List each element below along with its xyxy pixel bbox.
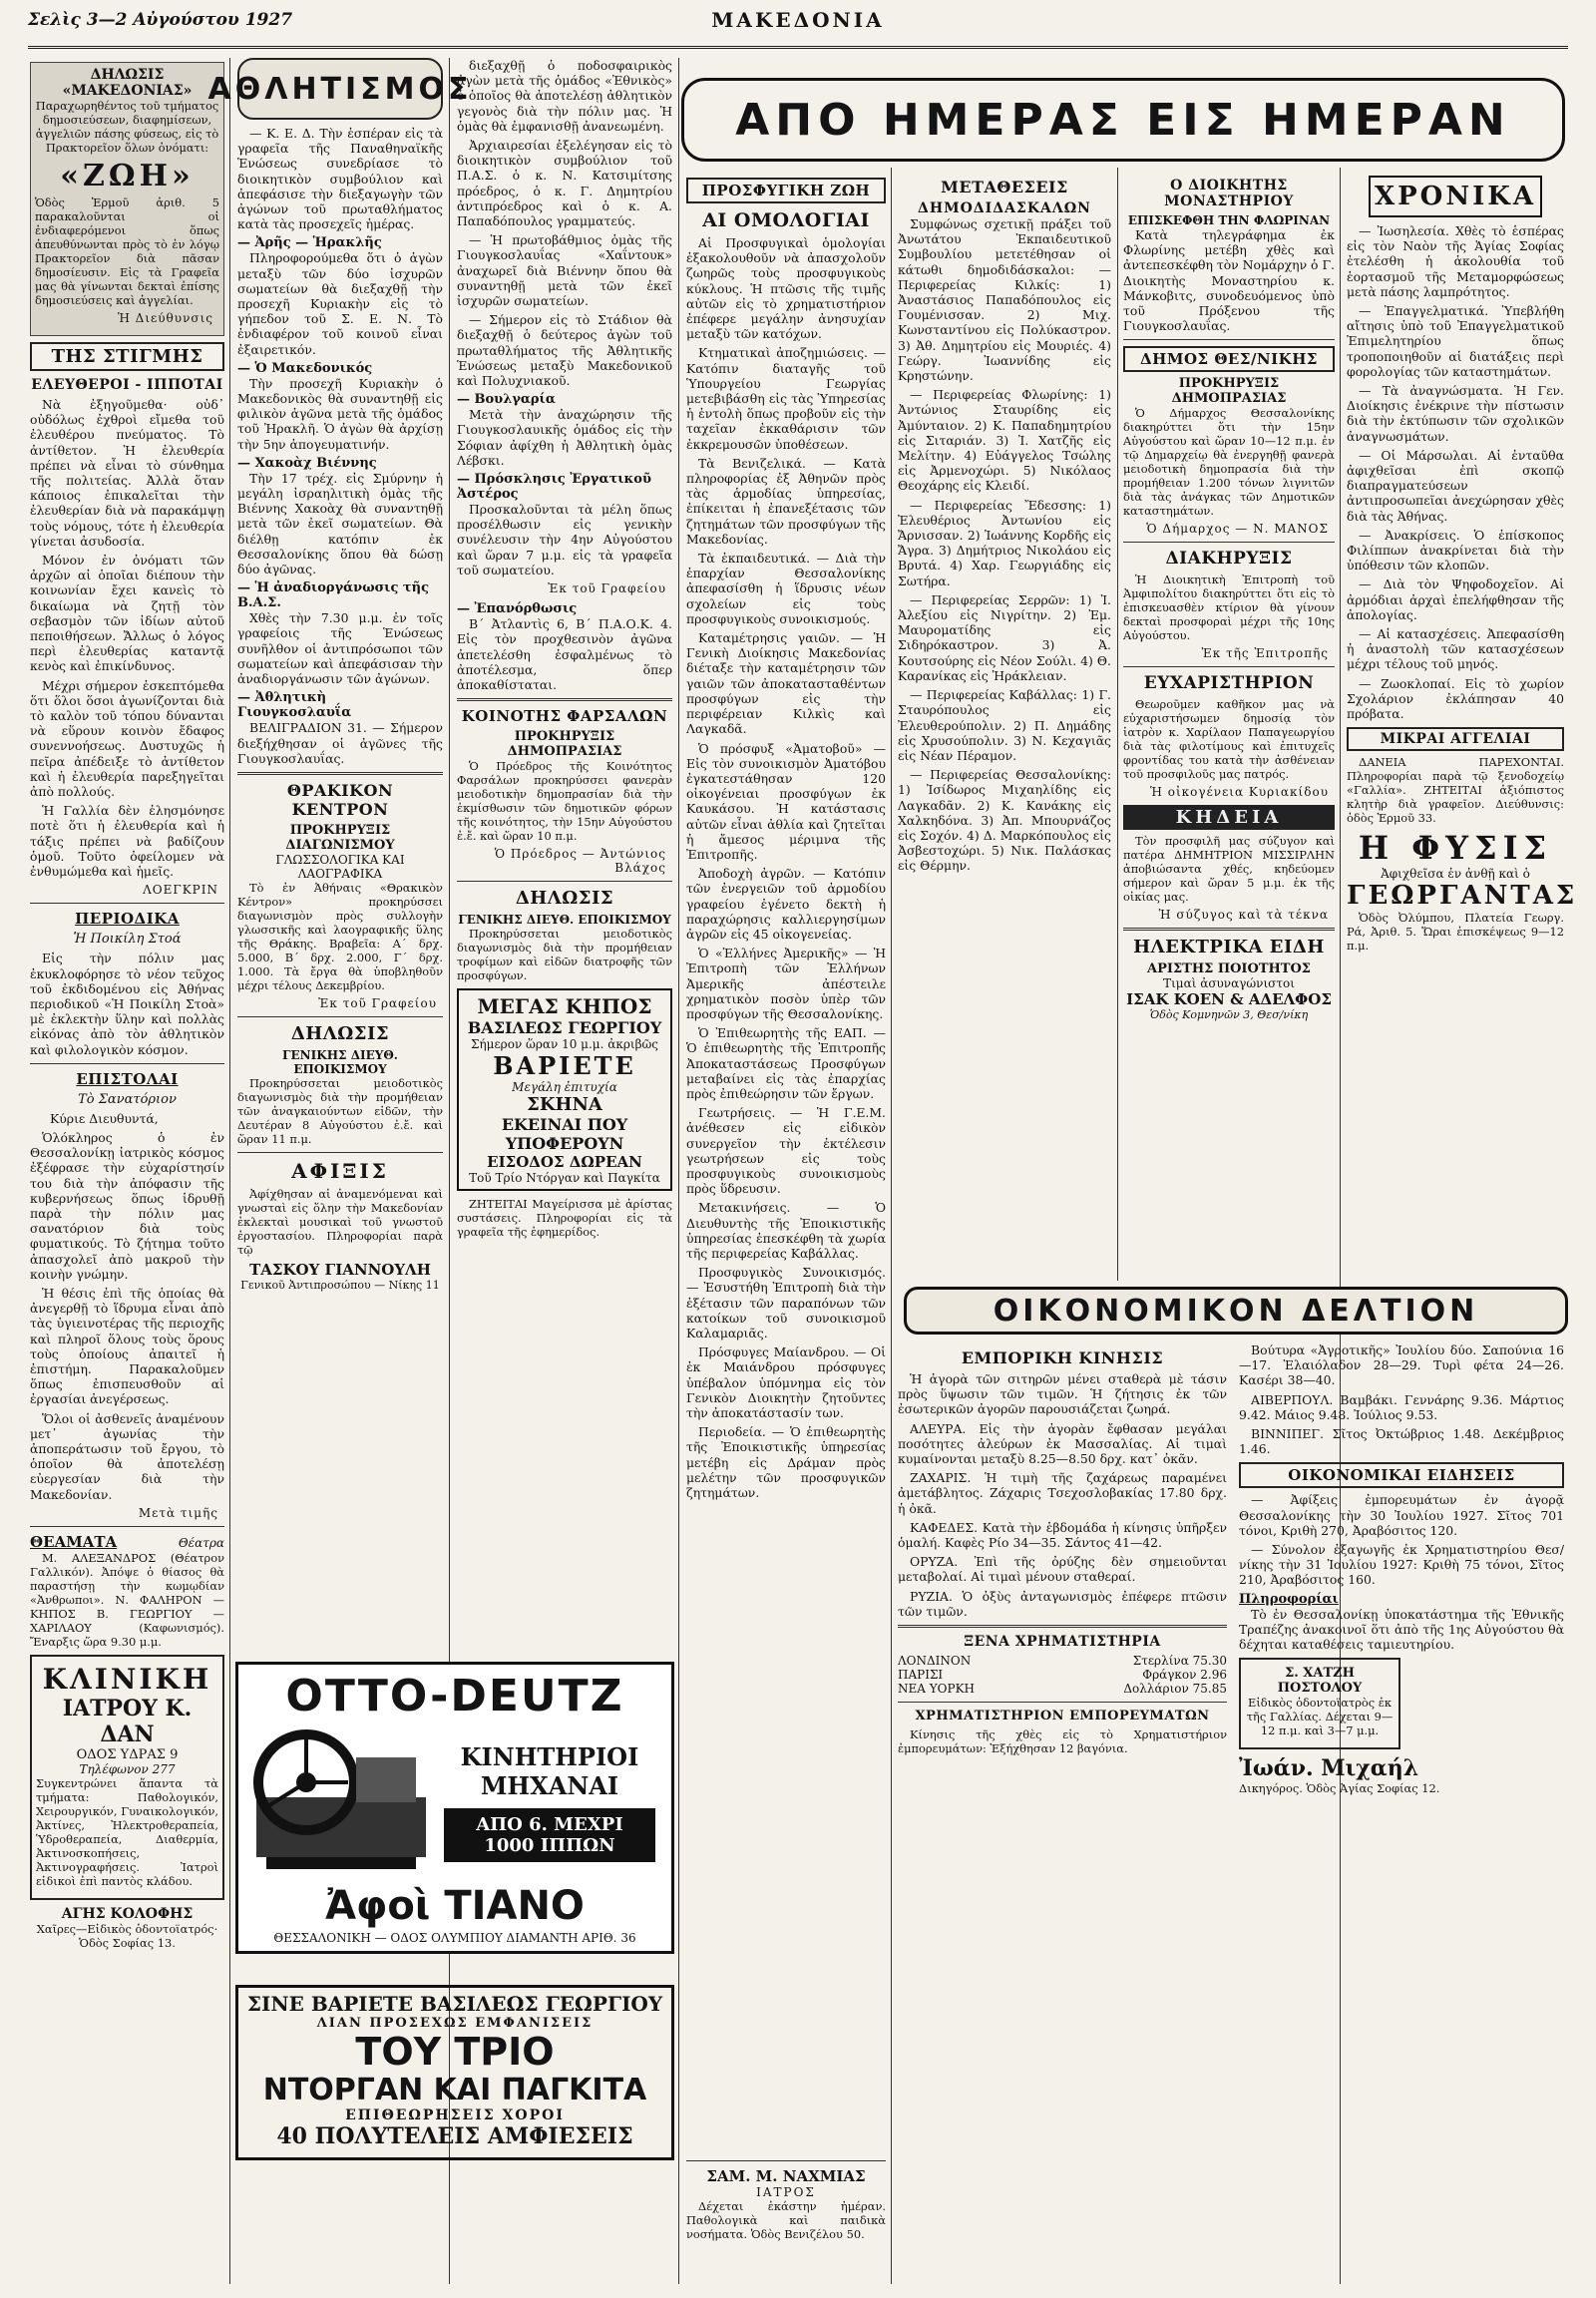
article-paragraph: ΑΛΕΥΡΑ. Εἰς τὴν ἀγορὰν ἔφθασαν μεγάλαι ποσότητες ἀλεύρων ἐκ Μασσαλίας. Αἱ τιμαὶ κυμαίνονται μεταξὺ 8.25—8.50 δρχ. κατ᾽ ὀκᾶν. bbox=[898, 1420, 1227, 1467]
kipos-line-3: Σήμερον ὥραν 10 μ.μ. ἀκριβῶς bbox=[470, 1037, 659, 1052]
kipos-line-8: ΕΙΣΟΔΟΣ ΔΩΡΕΑΝ bbox=[487, 1153, 642, 1172]
georgantas-text: Ὁδὸς Ὀλύμπου, Πλατεία Γεωργ. Ρά, Ἀριθ. 5. Ὥραι ἐπισκέψεως 9—12 π.μ. bbox=[1347, 911, 1564, 954]
column-3 bbox=[457, 58, 672, 1640]
article-paragraph: Μόνον ἐν ὀνόματι τῶν ἀρχῶν αἱ ὁποῖαι διέπουν τὴν κοινωνίαν ἔχει κανεὶς τὸ δικαίωμα νὰ ζητῇ τὸν σεβασμὸν τῶν ἰδίων αὐτοῦ πεποιθήσεων. Ἄλλως ὁ λόγος περὶ ἐλευθερίας καταντᾷ κενὸς καὶ ἐπικίνδυνος. bbox=[30, 553, 224, 674]
xs-name: ΠΑΡΙΣΙ bbox=[898, 1668, 944, 1683]
koinotis-title: ΚΟΙΝΟΤΗΣ ΦΑΡΣΑΛΩΝ bbox=[461, 707, 668, 726]
article-paragraph: — Περιφερείας Θεσσαλονίκης: 1) Ἰσίδωρος Μιχαηλίδης εἰς Λαγκαδᾶν. 2) Κ. Κανάκης εἰς Χαλκηδόνα. 3) Ἀπ. Μπουρνάζος εἰς Σοχόν. 4) Δ. Μαρκόπουλος εἰς Ἀσβεστοχώρι. 5) Νικ. Παλάσκας εἰς Θέρμην. bbox=[898, 767, 1111, 874]
article-subheading: — Ἀθλητικὴ Γιουγκοσλαυΐα bbox=[237, 690, 352, 721]
article-subheading: — Ὁ Μακεδονικός bbox=[237, 360, 373, 376]
stigmi-signature: ΛΟΕΓΚΡΙΝ bbox=[143, 883, 218, 898]
article-paragraph: — Αἱ κατασχέσεις. Ἀπεφασίσθη ἡ ἀναστολὴ τῶν κατασχέσεων μέχρι τέλους τοῦ μηνός. bbox=[1347, 626, 1564, 672]
otto-address: ΘΕΣΣΑΛΟΝΙΚΗ — ΟΔΟΣ ΟΛΥΜΠΙΟΥ ΔΙΑΜΑΝΤΗ ΑΡΙΘ. 36 bbox=[273, 1931, 636, 1945]
article-paragraph: ΒΙΝΝΙΠΕΓ. Σῖτος Ὀκτώβριος 1.48. Δεκέμβριος 1.46. bbox=[1239, 1426, 1564, 1457]
otto-line-3: ΑΠΟ 6. ΜΕΧΡΙ bbox=[476, 1814, 623, 1835]
omologiai-heading: ΑΙ ΟΜΟΛΟΓΙΑΙ bbox=[702, 209, 870, 231]
article-paragraph: — Διὰ τὸν Ψηφοδοχεῖον. Αἱ ἀρμόδιαι ἀρχαὶ ἐπελήφθησαν τῆς ἀπολογίας. bbox=[1347, 576, 1564, 622]
article-paragraph: Τὰ Βενιζελικά. — Κατὰ πληροφορίας ἐξ Ἀθηνῶν πρὸς τὰς ἁρμοδίας ὑπηρεσίας, ἐπίκειται ἡ ἐπανεξέτασις τῶν ζητημάτων τῶν προσφύγων τῆς Μακεδονίας. bbox=[686, 455, 886, 547]
doctor-ad bbox=[686, 2154, 886, 2245]
article-paragraph: Πληροφορούμεθα ὅτι ὁ ἀγὼν μεταξὺ τῶν δύο ἰσχυρῶν σωματείων θὰ διεξαχθῇ τὴν προσεχῆ Κυριακὴν εἰς τὸ γήπεδον τοῦ Σ. Ε. Ν. Τὸ ἐνδιαφέρον τοῦ κοινοῦ εἶναι ἐξαιρετικόν. bbox=[237, 250, 443, 357]
kipos-line-7: ΕΚΕΙΝΑΙ ΠΟΥ ΥΠΟΦΕΡΟΥΝ bbox=[501, 1115, 628, 1154]
article-paragraph: — Ἀφίξεις ἐμπορευμάτων ἐν ἀγορᾷ Θεσσαλονίκης τὴν 30 Ἰουλίου 1927. Σῖτος 701 τόνοι, Κριθὴ 270, Ἀραβόσιτος 120. bbox=[1239, 1492, 1564, 1538]
koinotis-text: Ὁ Πρόεδρος τῆς Κοινότητος Φαρσάλων προκηρύσσει φανερὰν μειοδοτικὴν δημοπρασίαν διὰ τὴν ἐκμίσθωσιν τῶν δημοτικῶν φόρων τῆς κοινότητος, τὴν 15ην Αὐγούστου ἐ.ἔ. καὶ ὥραν 10 π.μ. bbox=[457, 759, 672, 844]
article-paragraph: Αἱ Προσφυγικαὶ ὁμολογίαι ἐξακολουθοῦν νὰ ἀπασχολοῦν ζωηρῶς τοὺς προσφυγικοὺς κύκλους. Ἡ πτῶσις τῆς τιμῆς αὐτῶν εἰς τὸ χρηματιστήριον ἐπέφερε μεγάλην ἀνησυχίαν μεταξὺ τῶν κατόχων. bbox=[686, 235, 886, 342]
plirofories-title: Πληροφορίαι bbox=[1239, 1591, 1339, 1607]
article-paragraph: Ἀποδοχὴ ἀγρῶν. — Κατόπιν τῶν ἐνεργειῶν τοῦ ἀρμοδίου γραφείου ἐγένετο δεκτὴ ἡ παραχώρησις καλλιεργησίμων ἀγρῶν εἰς 45 οἰκογενείας. bbox=[686, 866, 886, 942]
clinic-phone: Τηλέφωνον 277 bbox=[79, 1761, 176, 1776]
metatheseis-title: ΜΕΤΑΘΕΣΕΙΣ bbox=[941, 178, 1068, 196]
dioikitis-subtitle: ΕΠΙΣΚΕΦΘΗ ΤΗΝ ΦΛΩΡΙΝΑΝ bbox=[1127, 213, 1331, 227]
article-paragraph: — Ζωοκλοπαί. Εἰς τὸ χωρίον Σχολάριον ἐκλάπησαν 40 πρόβατα. bbox=[1347, 675, 1564, 722]
table-row bbox=[898, 1682, 1227, 1696]
article-paragraph: Βούτυρα «Ἀγροτικῆς» Ἰουλίου δύο. Σαπούνια 16—17. Ἐλαιόλαδον 28—29. Τυρὶ φέτα 24—26. Κασέρι 38—40. bbox=[1239, 1342, 1564, 1388]
kidia-signature: Ἡ σύζυγος καὶ τὰ τέκνα bbox=[1158, 908, 1329, 923]
electric-company: ΙΣΑΚ ΚΟΕΝ & ΑΔΕΛΦΟΣ bbox=[1126, 990, 1332, 1009]
article-paragraph: Περιοδεία. — Ὁ ἐπιθεωρητὴς τῆς Ἐποικιστικῆς ὑπηρεσίας μετέβη εἰς Δράμαν πρὸς μελέτην τῶν προσφυγικῶν ζητημάτων. bbox=[686, 1424, 886, 1501]
agis-title: ΑΓΗΣ ΚΟΛΟΦΗΣ bbox=[61, 1905, 194, 1922]
agis-text: Χαῖρες—Εἰδικὸς ὁδοντοϊατρός· Ὁδὸς Σοφίας 13. bbox=[36, 1921, 218, 1950]
koinotis-signature: Ὁ Πρόεδρος — Ἀντώνιος Βλάχος bbox=[494, 847, 666, 876]
article-paragraph: Ὅλοι οἱ ἀσθενεῖς ἀναμένουν μετ᾽ ἀγωνίας τὴν ἀποπεράτωσιν τοῦ ἔργου, τὸ ὁποῖον θὰ ἀποτελέσῃ εὐεργεσίαν διὰ τὴν Μακεδονίαν. bbox=[30, 1410, 224, 1502]
article-subheading: — Ἀρῆς — Ἡρακλῆς bbox=[237, 235, 382, 251]
dilosis-2-subtitle: ΓΕΝΙΚΗΣ ΔΙΕΥΘ. ΕΠΟΙΚΙΣΜΟΥ bbox=[458, 913, 671, 928]
otto-company: Ἀφοὶ ΤΙΑΝΟ bbox=[325, 1883, 585, 1929]
column-5 bbox=[898, 172, 1111, 1281]
article-paragraph: Γεωτρήσεις. — Ἡ Γ.Ε.Μ. ἀνέθεσεν εἰς εἰδικὸν συνεργεῖον τὴν ἐκτέλεσιν γεωτρήσεων εἰς τοὺς προσφυγικοὺς συνοικισμοὺς πρὸς ὕδρευσιν. bbox=[686, 1105, 886, 1197]
newspaper-title: ΜΑΚΕΔΟΝΙΑ bbox=[711, 8, 885, 32]
diakiryxis-signature: Ἐκ τῆς Ἐπιτροπῆς bbox=[1201, 646, 1329, 661]
main-banner bbox=[681, 78, 1565, 162]
xatzi-text: Εἰδικὸς ὁδοντοϊατρὸς ἐκ τῆς Γαλλίας. Δέχεται 9—12 π.μ. καὶ 3—7 μ.μ. bbox=[1246, 1696, 1394, 1738]
thraki-text: Τὸ ἐν Ἀθήναις «Θρακικὸν Κέντρον» προκηρύσσει διαγωνισμὸν πρὸς συλλογὴν γλωσσικῆς καὶ λαογραφικῆς ὕλης τῆς Θράκης. Βραβεῖα: Α΄ δρχ. 5.000, Β΄ δρχ. 2.000, Γ΄ δρχ. 1.000. Τὰ ἔργα θὰ ὑποβληθοῦν μέχρι τέλους Δεκεμβρίου. bbox=[237, 880, 443, 992]
article-paragraph: ΟΡΥΖΑ. Ἐπὶ τῆς ὀρύζης δὲν σημειοῦνται μεταβολαί. Αἱ τιμαὶ μένουν σταθεραί. bbox=[898, 1554, 1227, 1585]
xronika-title: ΧΡΟΝΙΚΑ bbox=[1369, 176, 1542, 217]
article-paragraph: — Ἰωσηλεσία. Χθὲς τὸ ἑσπέρας εἰς τὸν Ναὸν τῆς Ἁγίας Σοφίας ἐτελέσθη ἡ ἀκολουθία τοῦ ἑορτασμοῦ τῆς Μεταμορφώσεως μετὰ πάσης λαμπρότητος. bbox=[1347, 223, 1564, 299]
xatzi-title: Σ. ΧΑΤΖΗ ΠΟΣΤΟΛΟΥ bbox=[1277, 1666, 1363, 1697]
doctor-name: ΣΑΜ. Μ. ΝΑΧΜΙΑΣ bbox=[706, 2167, 866, 2185]
variete-line-4: ΝΤΟΡΓΑΝ ΚΑΙ ΠΑΓΚΙΤΑ bbox=[262, 2073, 647, 2107]
thraki-subtitle-2: ΓΛΩΣΣΟΛΟΓΙΚΑ ΚΑΙ ΛΑΟΓΡΑΦΙΚΑ bbox=[275, 852, 405, 881]
afixis-title: ΑΦΙΞΙΣ bbox=[291, 1158, 389, 1183]
article-paragraph: Μετὰ τὴν ἀναχώρησιν τῆς Γιουγκοσλαυικῆς ὁμάδος εἰς τὴν Σόφιαν ἀφίχθη ἡ Ἀθλητικὴ ὁμὰς Λέβσκι. bbox=[457, 407, 672, 468]
article-paragraph: Συμφώνως σχετικῇ πράξει τοῦ Ἀνωτάτου Ἐκπαιδευτικοῦ Συμβουλίου μετετέθησαν οἱ κάτωθι δημοδιδάσκαλοι: — Περιφερείας Κιλκίς: 1) Ἀναστάσιος Παπαδόπουλος εἰς Γουμένισσαν. 2) Μιχ. Κωνσταντίνου εἰς Πολύκαστρον. 3) Ἀθ. Δημητρίου εἰς Μουριές. 4) Γεώργ. Ἰωαννίδης εἰς Κρηστώνην. bbox=[898, 216, 1111, 384]
article-paragraph: Μέχρι σήμερον ἐσκεπτόμεθα ὅτι ὅλοι ὅσοι ἀγωνίζονται διὰ τὸ καλὸν τοῦ τόπου δύνανται νὰ εὕρουν κοινὸν ἔδαφος συνεννοήσεως. Δυστυχῶς ἡ πεῖρα ἀπέδειξε τὸ ἀντίθετον καὶ ἡ ἐλευθερία παρεξηγεῖται ἀπὸ πολλούς. bbox=[30, 677, 224, 800]
dimos-title: ΔΗΜΟΣ ΘΕΣ/ΝΙΚΗΣ bbox=[1123, 346, 1335, 372]
table-row bbox=[898, 1668, 1227, 1682]
article-paragraph: — Οἱ Μάρσωλαι. Αἱ ἐνταῦθα ἀφιχθεῖσαι ἐπὶ σκοπῷ διαπραγματεύσεων ἀντιπροσωπεῖαι ἀνεχώρησαν χθὲς διὰ τὰς Ἀθήνας. bbox=[1347, 447, 1564, 524]
article-paragraph: — Κ. Ε. Δ. Τὴν ἑσπέραν εἰς τὰ γραφεῖα τῆς Παναθηναϊκῆς Ἑνώσεως συνεδρίασε τὸ διοικητικὸν συμβούλιον καὶ ἀπεφάσισε τὴν διεξαγωγὴν τῶν ἀγώνων τοῦ πρωταθλήματος κατὰ τὰς προσεχεῖς ἡμέρας. bbox=[237, 126, 443, 232]
kipos-line-9: Τοῦ Τρίο Ντόργαν καὶ Παγκίτα bbox=[469, 1171, 660, 1186]
xs-value: Στερλίνα 75.30 bbox=[1132, 1654, 1227, 1669]
article-paragraph: ΖΑΧΑΡΙΣ. Ἡ τιμὴ τῆς ζαχάρεως παραμένει ἀμετάβλητος. Ζάχαρις Τσεχοσλοβακίας 17.80 δρχ. ἡ ὀκᾶ. bbox=[898, 1470, 1227, 1516]
clinic-text: Συγκεντρώνει ἅπαντα τὰ τμήματα: Παθολογικόν, Χειρουργικόν, Γυναικολογικόν, Ἀκτίνες, Ἠλεκτροθεραπεία, Ὑδροθεραπεία, Διαθερμία, Ἀκτινοσκοπήσεις, Ἀκτινογραφήσεις. Ἰατροὶ εἰδικοὶ ἐπὶ παντὸς κλάδου. bbox=[36, 1775, 218, 1888]
stigmi-title: ΤΗΣ ΣΤΙΓΜΗΣ bbox=[30, 342, 224, 371]
ioannis-title: Ἰωάν. Μιχαήλ bbox=[1239, 1755, 1419, 1782]
dilosis-title: ΔΗΛΩΣΙΣ bbox=[290, 1022, 390, 1044]
theamata-title: ΘΕΑΜΑΤΑ bbox=[30, 1532, 118, 1551]
makedonia-notice bbox=[30, 62, 224, 336]
eucharistirion-title: ΕΥΧΑΡΙΣΤΗΡΙΟΝ bbox=[1143, 673, 1315, 694]
article-subheading: — Χακοὰχ Βιέννης bbox=[237, 455, 377, 471]
column-rule bbox=[678, 58, 679, 2284]
variete-line-5: ΕΠΙΘΕΩΡΗΣΕΙΣ ΧΟΡΟΙ bbox=[345, 2107, 565, 2123]
article-paragraph: — Σήμερον εἰς τὸ Στάδιον θὰ διεξαχθῇ ὁ δεύτερος ἀγὼν τοῦ πρωταθλήματος τῆς Ἀθλητικῆς Ἑνώσεως μεταξὺ Μακεδονικοῦ καὶ Πολυχνιακοῦ. bbox=[457, 312, 672, 389]
electric-price: Τιμαὶ ἀσυναγώνιστοι bbox=[1163, 976, 1295, 991]
article-paragraph: Ὁ «Ἑλλήνες Ἀμερικῆς» — Ἡ Ἐπιτροπὴ τῶν Ἑλλήνων Ἀμερικῆς ἀπέστειλε χρηματικὸν ποσὸν ὑπὲρ τῶν προσφύγων τῆς Θεσσαλονίκης. bbox=[686, 946, 886, 1021]
xs-value: Φράγκον 2.96 bbox=[1142, 1668, 1227, 1683]
xs-title: ΞΕΝΑ ΧΡΗΜΑΤΙΣΤΗΡΙΑ bbox=[964, 1634, 1161, 1651]
article-paragraph: — Σύνολον ἐξαγωγῆς ἐκ Χρηματιστηρίου Θεσ/νίκης τὴν 31 Ἰουλίου 1927: Κριθὴ 75 τόνοι, Σῖτος 210, Ἀραβόσιτος 160. bbox=[1239, 1542, 1564, 1588]
column-4 bbox=[686, 172, 886, 2286]
zoi-text: Ὁδὸς Ἑρμοῦ ἀριθ. 5 παρακαλοῦνται οἱ ἐνδιαφερόμενοι ὅπως ἀπευθύνωνται πρὸς τὸ ἐν λόγῳ Πρακτορεῖον διὰ πᾶσαν δημοσίευσιν. Εἰς τὰ Γραφεῖα μας θὰ γίνωνται δεκταὶ ἐπίσης δημοσιεύσεις καὶ ἀγγελίαι. bbox=[35, 195, 219, 307]
article-paragraph: Πρόσφυγες Μαίανδρου. — Οἱ ἐκ Μαιάνδρου πρόσφυγες ὑπέβαλον ὑπόμνημα εἰς τὸν Γενικὸν Διοικητὴν ζητοῦντες τὴν ἀποκατάστασίν των. bbox=[686, 1344, 886, 1421]
column-rule bbox=[1117, 168, 1118, 1281]
article-paragraph: Κτηματικαὶ ἀποζημιώσεις. — Κατόπιν διαταγῆς τοῦ Ὑπουργείου Γεωργίας μετεβιβάσθη εἰς τὰς Ὑπηρεσίας ἡ ἐντολὴ ὅπως προβοῦν εἰς τὴν ταχεῖαν ἐκκαθάρισιν τῶν ἐκκρεμουσῶν ὑποθέσεων. bbox=[686, 345, 886, 452]
epistoli-subtitle: Τὸ Σανατόριον bbox=[78, 1091, 177, 1107]
dioikitis-title: Ο ΔΙΟΙΚΗΤΗΣ ΜΟΝΑΣΤΗΡΙΟΥ bbox=[1164, 178, 1294, 209]
xrimatistirion-title: ΧΡΗΜΑΤΙΣΤΗΡΙΟΝ ΕΜΠΟΡΕΥΜΑΤΩΝ bbox=[915, 1709, 1210, 1724]
article-paragraph: ΚΑΦΕΔΕΣ. Κατὰ τὴν ἑβδομάδα ἡ κίνησις ὑπῆρξεν ὁμαλή. Καφὲς Ρίο 34—35. Σάντος 41—42. bbox=[898, 1519, 1227, 1551]
afixis-text: Ἀφίχθησαν αἱ ἀναμενόμεναι καὶ γνωσταὶ εἰς ὅλην τὴν Μακεδονίαν ἐκλεκταὶ μουσικαὶ τοῦ γνωστοῦ ἐργοστασίου. Πληροφορίαι παρὰ τῷ bbox=[237, 1186, 443, 1257]
otto-deutz-ad bbox=[235, 1656, 674, 1960]
masthead bbox=[28, 6, 1568, 49]
dilosis-subtitle: ΓΕΝΙΚΗΣ ΔΙΕΥΘ. ΕΠΟΙΚΙΣΜΟΥ bbox=[282, 1047, 398, 1076]
eucharistirion-signature: Ἡ οἰκογένεια Κυριακίδου bbox=[1150, 785, 1329, 800]
article-paragraph: — Ἐπαγγελματικά. Ὑπεβλήθη αἴτησις ὑπὸ τοῦ Ἐπαγγελματικοῦ Ἐπιμελητηρίου ὅπως τροποποιηθοῦν αἱ διατάξεις περὶ φορολογίας τῶν καταστημάτων. bbox=[1347, 303, 1564, 379]
theamata-right: Θέατρα bbox=[178, 1535, 224, 1550]
dimos-text: Ὁ Δήμαρχος Θεσσαλονίκης διακηρύττει ὅτι τὴν 15ην Αὐγούστου καὶ ὥραν 10—12 π.μ. ἐν τῷ Δημαρχείῳ θὰ ἐνεργηθῇ φανερὰ μειοδοτικὴ δημοπρασία διὰ τὴν προμήθειαν 1.200 τόνων λιγνιτῶν διὰ τὰς ἀνάγκας τῶν Δημοτικῶν καταστημάτων. bbox=[1123, 406, 1335, 519]
clinic-title: ΚΛΙΝΙΚΗ bbox=[42, 1662, 212, 1696]
article-paragraph: Τὴν 17 τρέχ. εἰς Σμύρνην ἡ μεγάλη ἰσραηλιτικὴ ὁμὰς τῆς Βιέννης Χακοὰχ θὰ συναντηθῇ μετὰ τῶν ἐκεῖ σωματείων. Θὰ διέλθῃ κατόπιν ἐκ Θεσσαλονίκης ὅπου θὰ δώσῃ δύο ἀγῶνας. bbox=[237, 470, 443, 577]
engine-illustration bbox=[246, 1727, 436, 1877]
article-paragraph: — Περιφερείας Φλωρίνης: 1) Ἀντώνιος Σταυρίδης εἰς Ἀμύνταιον. 2) Κ. Παπαδημητρίου εἰς Σιταριάν. 3) Ἰ. Χατζῆς εἰς Μελίτην. 4) Εὐάγγελος Τσώλης εἰς Ἀρμενοχώρι. 5) Νικόλαος Θεοχάρης εἰς Κλειδί. bbox=[898, 387, 1111, 494]
electric-subtitle: ΑΡΙΣΤΗΣ ΠΟΙΟΤΗΤΟΣ bbox=[1147, 961, 1311, 977]
article-paragraph: — Περιφερείας Ἔδεσσης: 1) Ἐλευθέριος Ἀντωνίου εἰς Ἄρνισσαν. 2) Ἰωάννης Κορδῆς εἰς Ἄγρα. 3) Δημήτριος Νικολάου εἰς Βρυτά. 4) Χαρ. Γεωργιάδης εἰς Σωτήρα. bbox=[898, 497, 1111, 588]
dilosis-text: Προκηρύσσεται μειοδοτικὸς διαγωνισμὸς διὰ τὴν προμήθειαν τῶν ἀναγκαιούντων εἰδῶν, τὴν Δευτέραν 8 Αὐγούστου ἐ.ἔ. καὶ ὥραν 11 π.μ. bbox=[237, 1075, 443, 1146]
variete-ad bbox=[235, 1985, 674, 2160]
main-banner-text: ΑΠΟ ΗΜΕΡΑΣ ΕΙΣ ΗΜΕΡΑΝ bbox=[735, 94, 1511, 146]
clinic-address: ΟΔΟΣ ΥΔΡΑΣ 9 bbox=[76, 1746, 179, 1762]
zoi-signature: Ἡ Διεύθυνσις bbox=[117, 311, 213, 325]
athletics-banner bbox=[207, 58, 473, 120]
kipos-line-5: Μεγάλη ἐπιτυχία bbox=[512, 1080, 617, 1095]
article-paragraph: — Περιφερείας Σερρῶν: 1) Ἰ. Ἀλεξίου εἰς Νιγρίτην. 2) Ἐμ. Μαυροματίδης εἰς Σιδηρόκαστρον. 3) Ἀ. Κουτσούρης εἰς Νέον Σούλι. 4) Θ. Καρανίκας εἰς Ἡράκλειαν. bbox=[898, 591, 1111, 683]
athletics-banner-text: ΑΘΛΗΤΙΣΜΟΣ bbox=[207, 71, 473, 107]
emporiki-title: ΕΜΠΟΡΙΚΗ ΚΙΝΗΣΙΣ bbox=[961, 1348, 1164, 1367]
article-paragraph: Ἀρχιαιρεσίαι ἐξελέγησαν εἰς τὸ διοικητικὸν συμβούλιον τοῦ Π.Α.Σ. ὁ κ. Ν. Κατσιμίτσης πρόεδρος, ὁ κ. Γ. Δημητρίου ἀντιπρόεδρος καὶ ὁ κ. Α. Παπαδόπουλος γραμματεύς. bbox=[457, 138, 672, 229]
article-paragraph: Μετακινήσεις. — Ὁ Διευθυντὴς τῆς Ἐποικιστικῆς ὑπηρεσίας ἐπεσκέφθη τὰ χωρία τῆς περιφερείας Καβάλλας. bbox=[686, 1200, 886, 1261]
doctor-text: Δέχεται ἐκάστην ἡμέραν. Παθολογικὰ καὶ παιδικὰ νοσήματα. Ὁδὸς Βενιζέλου 50. bbox=[686, 2199, 886, 2241]
periodika-title: ΠΕΡΙΟΔΙΚΑ bbox=[75, 910, 180, 929]
xs-name: ΝΕΑ ΥΟΡΚΗ bbox=[898, 1682, 976, 1697]
article-signature: Ἐκ τοῦ Γραφείου bbox=[548, 581, 666, 596]
economic-banner bbox=[904, 1287, 1568, 1335]
variete-line-2: ΛΙΑΝ ΠΡΟΣΕΧΩΣ ΕΜΦΑΝΙΣΕΙΣ bbox=[316, 2016, 594, 2031]
kidia-text: Τὸν προσφιλῆ μας σύζυγον καὶ πατέρα ΔΗΜΗΤΡΙΟΝ ΜΙΣΣΙΡΛΗΝ ἀποβιώσαντα χθές, κηδεύομεν σήμερον καὶ ὥραν 5 μ.μ. ἐκ τῆς οἰκίας μας. bbox=[1123, 834, 1335, 905]
article-paragraph: ΑΙΒΕΡΠΟΥΛ. Βαμβάκι. Γεννάρης 9.36. Μάρτιος 9.42. Μάιος 9.48. Ἰούλιος 9.53. bbox=[1239, 1391, 1564, 1422]
doctor-title: ΙΑΤΡΟΣ bbox=[756, 2185, 816, 2199]
article-paragraph: — Ἡ πρωτοβάθμιος ὁμὰς τῆς Γιουγκοσλαυΐας «Χαΐντουκ» ἀναχωρεῖ διὰ Βιέννην ὅπου θὰ συναντηθῇ μετὰ τῶν ἐκεῖ ἰσχυρῶν σωματείων. bbox=[457, 232, 672, 309]
article-paragraph: Χθὲς τὴν 7.30 μ.μ. ἐν τοῖς γραφείοις τῆς Ἑνώσεως συνῆλθον οἱ ἀντιπρόσωποι τῶν σωματείων καὶ ἀπεφάσισαν τὴν ἀναδιοργάνωσιν τῶν ἀγώνων. bbox=[237, 610, 443, 687]
epistoli-salutation: Κύριε Διευθυντά, bbox=[50, 1110, 159, 1126]
article-paragraph: — Ἀνακρίσεις. Ὁ ἐπίσκοπος Φιλίππων ἀνακρίνεται διὰ τὴν ὑπόθεσιν τῶν κλοπῶν. bbox=[1347, 527, 1564, 574]
mikra-text: ΔΑΝΕΙΑ ΠΑΡΕΧΟΝΤΑΙ. Πληροφορίαι παρὰ τῷ ξενοδοχείῳ «Γαλλία». ΖΗΤΕΙΤΑΙ ἀξιόπιστος κλητὴρ διὰ γραφεῖον. Διεύθυνσις: ὁδὸς Ἑρμοῦ 33. bbox=[1347, 755, 1564, 826]
article-paragraph: Τὸ ἐν Θεσσαλονίκῃ ὑποκατάστημα τῆς Ἐθνικῆς Τραπέζης ἀνακοινοῖ ὅτι ἀπὸ τῆς 1ης Αὐγούστου θὰ δέχηται καταθέσεις ταμιευτηρίου. bbox=[1239, 1606, 1564, 1653]
fysis-title: Η ΦΥΣΙΣ bbox=[1358, 829, 1553, 868]
variete-line-6: 40 ΠΟΛΥΤΕΛΕΙΣ ΑΜΦΙΕΣΕΙΣ bbox=[276, 2123, 633, 2149]
article-paragraph: Τὰ ἐκπαιδευτικά. — Διὰ τὴν ἐπαρχίαν Θεσσαλονίκης ἀπεφασίσθη ἡ ἵδρυσις νέων σχολείων εἰς τοὺς προσφυγικοὺς συνοικισμούς. bbox=[686, 551, 886, 626]
article-paragraph: Προσφυγικὸς Συνοικισμός. — Ἐσυστήθη Ἐπιτροπὴ διὰ τὴν ἐξέτασιν τῶν παραπόνων τῶν κατοίκων τοῦ συνοικισμοῦ Καλαμαριᾶς. bbox=[686, 1265, 886, 1341]
xs-table bbox=[898, 1654, 1227, 1696]
article-paragraph: Ἡ θέσις ἐπὶ τῆς ὁποίας θὰ ἀνεγερθῇ τὸ ἵδρυμα εἶναι ἀπὸ τὰς ὑγιεινοτέρας τῆς περιοχῆς καὶ πληροῖ ὅλους τοὺς ὅρους τοὺς ὁποίους ἀπαιτεῖ ἡ ἐπιστήμη. Παρακαλοῦμεν ὅπως ἐπισπευσθοῦν αἱ ἐργασίαι ἀνεγέρσεως. bbox=[30, 1285, 224, 1407]
otto-line-4: 1000 ΙΠΠΩΝ bbox=[484, 1835, 615, 1856]
thraki-signature: Ἐκ τοῦ Γραφείου bbox=[318, 995, 437, 1010]
kipos-line-1: ΜΕΓΑΣ ΚΗΠΟΣ bbox=[477, 994, 652, 1019]
article-paragraph: Ἡ Γαλλία δὲν ἐλησμόνησε ποτὲ ὅτι ἡ ἐλευθερία καὶ ἡ τάξις πρέπει νὰ βαδίζουν ὁμοῦ. Τοῦτο ὀφείλομεν νὰ ἐνθυμώμεθα καὶ ἡμεῖς. bbox=[30, 803, 224, 880]
article-paragraph: Κατὰ τηλεγράφημα ἐκ Φλωρίνης μετέβη χθὲς καὶ ἀντεπεσκέφθη τὸν Νομάρχην ὁ Γ. Διοικητὴς Μοναστηρίου κ. Μάνκοβιτς, συνοδευόμενος ὑπὸ τοῦ Πρόξενου τῆς Γιουγκοσλαυΐας. bbox=[1123, 227, 1335, 334]
article-paragraph: Ὁ πρόσφυξ «Ἀματοβοῦ» — Εἰς τὸν συνοικισμὸν Ἀματόβου ἐγκατεστάθησαν 120 οἰκογένειαι προσφύγων ἐκ Καυκάσου. Ἡ κατάστασις αὐτῶν εἶναι ἀθλία καὶ ζητεῖται ἡ ἄμεσος μέριμνα τῆς Ἐπιτροπῆς. bbox=[686, 740, 886, 862]
variete-line-3: ΤΟΥ ΤΡΙΟ bbox=[355, 2030, 555, 2074]
diakiryxis-text: Ἡ Διοικητικὴ Ἐπιτροπὴ τοῦ Ἀμφιπολίτου διακηρύττει ὅτι εἰς τὸ ἐπισκευασθὲν κτίριον θὰ γίνουν δεκταὶ προσφοραὶ μέχρι τῆς 10ης Αὐγούστου. bbox=[1123, 573, 1335, 643]
article-subheading: — Ἐπανόρθωσις bbox=[457, 601, 578, 617]
clinic-name: ΙΑΤΡΟΥ Κ. ΔΑΝ bbox=[62, 1695, 193, 1747]
electric-address: Ὁδὸς Κομνηνῶν 3, Θεσ/νίκη bbox=[1149, 1008, 1309, 1022]
otto-line-2: ΜΗΧΑΝΑΙ bbox=[480, 1771, 619, 1800]
article-paragraph: — Περιφερείας Καβάλλας: 1) Γ. Σταυρόπουλος εἰς Ἐλευθερούπολιν. 2) Π. Δημάδης εἰς Χρυσούπολιν. 3) Ν. Κεχαγιᾶς εἰς Νέαν Πέραμον. bbox=[898, 687, 1111, 763]
xs-name: ΛΟΝΔΙΝΟΝ bbox=[898, 1654, 972, 1669]
article-paragraph: — Τὰ ἀναγνώσματα. Ἡ Γεν. Διοίκησις ἐνέκρινε τὴν πίστωσιν διὰ τὴν ἐκτύπωσιν τῶν σχολικῶν ἀναγνωσμάτων. bbox=[1347, 383, 1564, 444]
afixis-name: ΤΑΣΚΟΥ ΓΙΑΝΝΟΥΛΗ bbox=[249, 1260, 431, 1279]
dimos-subtitle: ΠΡΟΚΗΡΥΞΙΣ ΔΗΜΟΠΡΑΣΙΑΣ bbox=[1171, 376, 1287, 407]
econ-left-column bbox=[898, 1342, 1227, 2286]
column-6 bbox=[1123, 172, 1335, 1281]
prosfygiki-title: ΠΡΟΣΦΥΓΙΚΗ ΖΩΗ bbox=[686, 178, 886, 203]
notice-text: Παραχωρηθέντος τοῦ τμήματος δημοσιεύσεων, διαφημίσεων, ἀγγελιῶν πάσης φύσεως, εἰς τὸ Πρακτορεῖον ὅλων ὀνόματι: bbox=[35, 99, 219, 155]
column-1 bbox=[30, 58, 224, 2286]
notice-title: ΔΗΛΩΣΙΣ «ΜΑΚΕΔΟΝΙΑΣ» bbox=[62, 67, 193, 99]
thraki-subtitle: ΠΡΟΚΗΡΥΞΙΣ ΔΙΑΓΩΝΙΣΜΟΥ bbox=[285, 822, 395, 853]
article-paragraph: Καταμέτρησις γαιῶν. — Ἡ Γενικὴ Διοίκησις Μακεδονίας διέταξε τὴν καταμέτρησιν τῶν γαιῶν τῶν ἀποκατασταθέντων προσφύγων εἰς τὴν περιφέρειαν Κιλκὶς καὶ Λαγκαδᾶ. bbox=[686, 630, 886, 737]
article-paragraph: Νὰ ἐξηγοῦμεθα· οὐδ᾽ οὐδόλως ἐχθροὶ εἴμεθα τοῦ ἐλευθέρου πνεύματος. Τὸ ἀντίθετον. Ἡ ἐλευθερία πρέπει νὰ εἶναι τὸ σύνθημα τῆς πολιτείας. Ἀλλὰ ὅταν κάποιος ἐπικαλεῖται τὴν ἐλευθερίαν διὰ νὰ παρακάμψῃ τοὺς νόμους, τότε ἡ ἐλευθερία γίνεται ἀσυδοσία. bbox=[30, 397, 224, 549]
variete-line-1: ΣΙΝΕ ΒΑΡΙΕΤΕ ΒΑΣΙΛΕΩΣ ΓΕΩΡΓΙΟΥ bbox=[246, 1992, 663, 2016]
article-subheading: — Πρόσκλησις Ἐργατικοῦ Ἀστέρος bbox=[457, 472, 651, 503]
afixis-subtitle: Γενικοῦ Ἀντιπροσώπου — Νίκης 11 bbox=[240, 1278, 440, 1292]
clinic-ad bbox=[30, 1655, 224, 1900]
article-paragraph: ΡΥΖΙΑ. Ὁ ὀξὺς ἀνταγωνισμὸς ἐπέφερε πτῶσιν τῶν τιμῶν. bbox=[898, 1588, 1227, 1619]
georgantas-title: ΓΕΩΡΓΑΝΤΑΣ bbox=[1347, 881, 1578, 912]
econ-right-column bbox=[1239, 1342, 1564, 2286]
article-paragraph: Τὴν προσεχῆ Κυριακὴν ὁ Μακεδονικὸς θὰ συναντηθῇ εἰς φιλικὸν ἀγῶνα μετὰ τῆς ὁμάδος τοῦ Ἠρακλῆ. Ὁ ἀγὼν θὰ ἀρχίσῃ τὴν 5ην ἀπογευματινήν. bbox=[237, 375, 443, 452]
ioannis-text: Δικηγόρος. Ὁδὸς Ἀγίας Σοφίας 12. bbox=[1239, 1781, 1440, 1796]
epistoli-signature: Μετὰ τιμῆς bbox=[138, 1505, 218, 1520]
oikonomikai-title: ΟΙΚΟΝΟΜΙΚΑΙ ΕΙΔΗΣΕΙΣ bbox=[1239, 1462, 1564, 1488]
theamata-text: Μ. ΑΛΕΞΑΝΔΡΟΣ (Θέατρον Γαλλικόν). Ἀπόψε ὁ θίασος θὰ παραστήσῃ τὴν κωμῳδίαν «Ἀνθρωποι». Ν. ΦΑΛΗΡΟΝ — ΚΗΠΟΣ Β. ΓΕΩΡΓΙΟΥ — ΧΑΡΙΛΑΟΥ (Καφωνισμός). Ἔναρξις ὥρα 9.30 μ.μ. bbox=[30, 1550, 224, 1649]
column-rule bbox=[891, 168, 892, 2284]
kipos-ad bbox=[457, 988, 672, 1191]
zoi-title: «ΖΩΗ» bbox=[60, 159, 195, 193]
zitite-text: ΖΗΤΕΙΤΑΙ Μαγείρισσα μὲ ἀρίστας συστάσεις. Πληροφορίαι εἰς τὰ γραφεῖα τῆς ἐφημερίδος. bbox=[457, 1197, 672, 1240]
otto-line-1: ΚΙΝΗΤΗΡΙΟΙ bbox=[460, 1742, 639, 1771]
xs-value: Δολλάριον 75.85 bbox=[1123, 1682, 1227, 1697]
dilosis-2-title: ΔΗΛΩΣΙΣ bbox=[515, 888, 614, 910]
article-paragraph: Ὁλόκληρος ὁ ἐν Θεσσαλονίκῃ ἰατρικὸς κόσμος ἐξέφρασε τὴν εὐχαρίστησίν του διὰ τὴν ἀπόφασιν τῆς κυβερνήσεως ὅπως ἱδρυθῇ παρὰ τὴν πόλιν μας σανατόριον διὰ τοὺς φυματικούς. Τὸ ζήτημα τοῦτο ἀπασχολεῖ ἀπὸ μακροῦ τὴν κοινὴν γνώμην. bbox=[30, 1129, 224, 1282]
article-subheading: — Βουλγαρία bbox=[457, 392, 556, 408]
article-paragraph: Προσκαλοῦνται τὰ μέλη ὅπως προσέλθωσιν εἰς γενικὴν συνέλευσιν τὴν 4ην Αὐγούστου καὶ ὥραν 7 μ.μ. εἰς τὰ γραφεῖα τοῦ σωματείου. bbox=[457, 502, 672, 577]
periodika-subtitle: Ἡ Ποικίλη Στοά bbox=[73, 932, 182, 948]
mikra-title: ΜΙΚΡΑΙ ΑΓΓΕΛΙΑΙ bbox=[1347, 727, 1564, 751]
epistoli-title: ΕΠΙΣΤΟΛΑΙ bbox=[76, 1069, 179, 1088]
economic-banner-text: ΟΙΚΟΝΟΜΙΚΟΝ ΔΕΛΤΙΟΝ bbox=[993, 1293, 1479, 1329]
article-paragraph: Ὁ Ἐπιθεωρητὴς τῆς ΕΑΠ. — Ὁ ἐπιθεωρητὴς τῆς Ἐπιτροπῆς Ἀποκαταστάσεως Προσφύγων μεταβαίνει εἰς τὰς ἐπαρχίας πρὸς ἐπιθεώρησιν τῶν ἔργων. bbox=[686, 1025, 886, 1101]
article-paragraph: ΒΕΛΙΓΡΑΔΙΟΝ 31. — Σήμερον διεξήχθησαν οἱ ἀγῶνες τῆς Γιουγκοσλαυΐας. bbox=[237, 720, 443, 766]
article-paragraph: Β΄ Ἀτλαντὶς 6, Β΄ Π.Α.Ο.Κ. 4. Εἰς τὸν προχθεσινὸν ἀγῶνα ἀπετελέσθη ἐσφαλμένως τὸ ἀποτέλεσμα, ὅπερ ἀποκαθίσταται. bbox=[457, 616, 672, 692]
table-row bbox=[898, 1654, 1227, 1668]
dimos-signature: Ὁ Δήμαρχος — Ν. ΜΑΝΟΣ bbox=[1146, 522, 1329, 537]
xatzi-ad bbox=[1239, 1658, 1400, 1749]
koinotis-subtitle: ΠΡΟΚΗΡΥΞΙΣ ΔΗΜΟΠΡΑΣΙΑΣ bbox=[507, 729, 622, 760]
kipos-line-6: ΣΚΗΝΑ bbox=[527, 1094, 602, 1116]
metatheseis-subtitle: ΔΗΜΟΔΙΔΑΣΚΑΛΩΝ bbox=[918, 200, 1091, 216]
otto-brand: OTTO-DEUTZ bbox=[285, 1671, 624, 1722]
article-paragraph: διεξαχθῇ ὁ ποδοσφαιρικὸς ἀγὼν μετὰ τῆς ὁμάδος «Ἐθνικὸς» ὁ ὁποῖος θὰ ἀποτελέσῃ ἀθλητικὸν γεγονὸς διὰ τὴν πόλιν μας. Ἡ ὁμὰς θὰ ἐμφανισθῇ ἀνανεωμένη. bbox=[457, 58, 672, 134]
kipos-line-4: ΒΑΡΙΕΤΕ bbox=[493, 1051, 636, 1081]
kidia-title: ΚΗΔΕΙΑ bbox=[1123, 805, 1335, 830]
thraki-title: ΘΡΑΚΙΚΟΝ ΚΕΝΤΡΟΝ bbox=[286, 780, 394, 819]
electric-title: ΗΛΕΚΤΡΙΚΑ ΕΙΔΗ bbox=[1133, 937, 1325, 958]
column-7 bbox=[1347, 172, 1578, 1281]
dilosis-2-text: Προκηρύσσεται μειοδοτικὸς διαγωνισμὸς διὰ τὴν προμήθειαν τροφίμων καὶ εἰδῶν διατροφῆς τῶν προσφύγων. bbox=[457, 927, 672, 983]
page-date: Σελὶς 3—2 Αὐγούστου 1927 bbox=[28, 10, 293, 30]
xrimatistirion-text: Κίνησις τῆς χθὲς εἰς τὸ Χρηματιστήριον ἐμπορευμάτων: Ἐξήχθησαν 12 βαγόνια. bbox=[898, 1727, 1227, 1756]
eucharistirion-text: Θεωροῦμεν καθῆκον μας νὰ εὐχαριστήσωμεν δημοσίᾳ τὸν ἰατρὸν κ. Χαρίλαον Παπαγεωργίου διὰ τὰς φιλοτίμους καὶ ἐπιτυχεῖς φροντίδας του κατὰ τὴν ἀσθένειαν τοῦ προσφιλοῦς μας πατρός. bbox=[1123, 697, 1335, 782]
article-subheading: — Ἡ ἀναδιοργάνωσις τῆς Β.Α.Σ. bbox=[237, 580, 429, 611]
article-paragraph: Εἰς τὴν πόλιν μας ἐκυκλοφόρησε τὸ νέον τεῦχος τοῦ ἐκδιδομένου εἰς Ἀθήνας περιοδικοῦ «Ἡ Ποικίλη Στοὰ» μὲ ἐκλεκτὴν ὕλην καὶ πολλὰς εἰκόνας ἀπὸ τὸν ἀθλητικὸν καὶ φιλολογικὸν κόσμον. bbox=[30, 951, 224, 1057]
article-paragraph: Ἡ ἀγορὰ τῶν σιτηρῶν μένει σταθερὰ μὲ τάσιν πρὸς ὕψωσιν τῶν τιμῶν. Ἡ ζήτησις ἐκ τῶν ἐσωτερικῶν ἀγορῶν παρουσιάζεται ζωηρά. bbox=[898, 1371, 1227, 1417]
kipos-line-2: ΒΑΣΙΛΕΩΣ ΓΕΩΡΓΙΟΥ bbox=[467, 1018, 662, 1038]
diakiryxis-title: ΔΙΑΚΗΡΥΞΙΣ bbox=[1165, 549, 1293, 570]
column-rule bbox=[229, 58, 230, 2284]
stigmi-heading: ΕΛΕΥΘΕΡΟΙ - ΙΠΠΟΤΑΙ bbox=[31, 377, 223, 393]
fysis-subtitle: Ἀφιχθεῖσα ἐν ἀνθῇ καὶ ὁ bbox=[1381, 867, 1530, 882]
